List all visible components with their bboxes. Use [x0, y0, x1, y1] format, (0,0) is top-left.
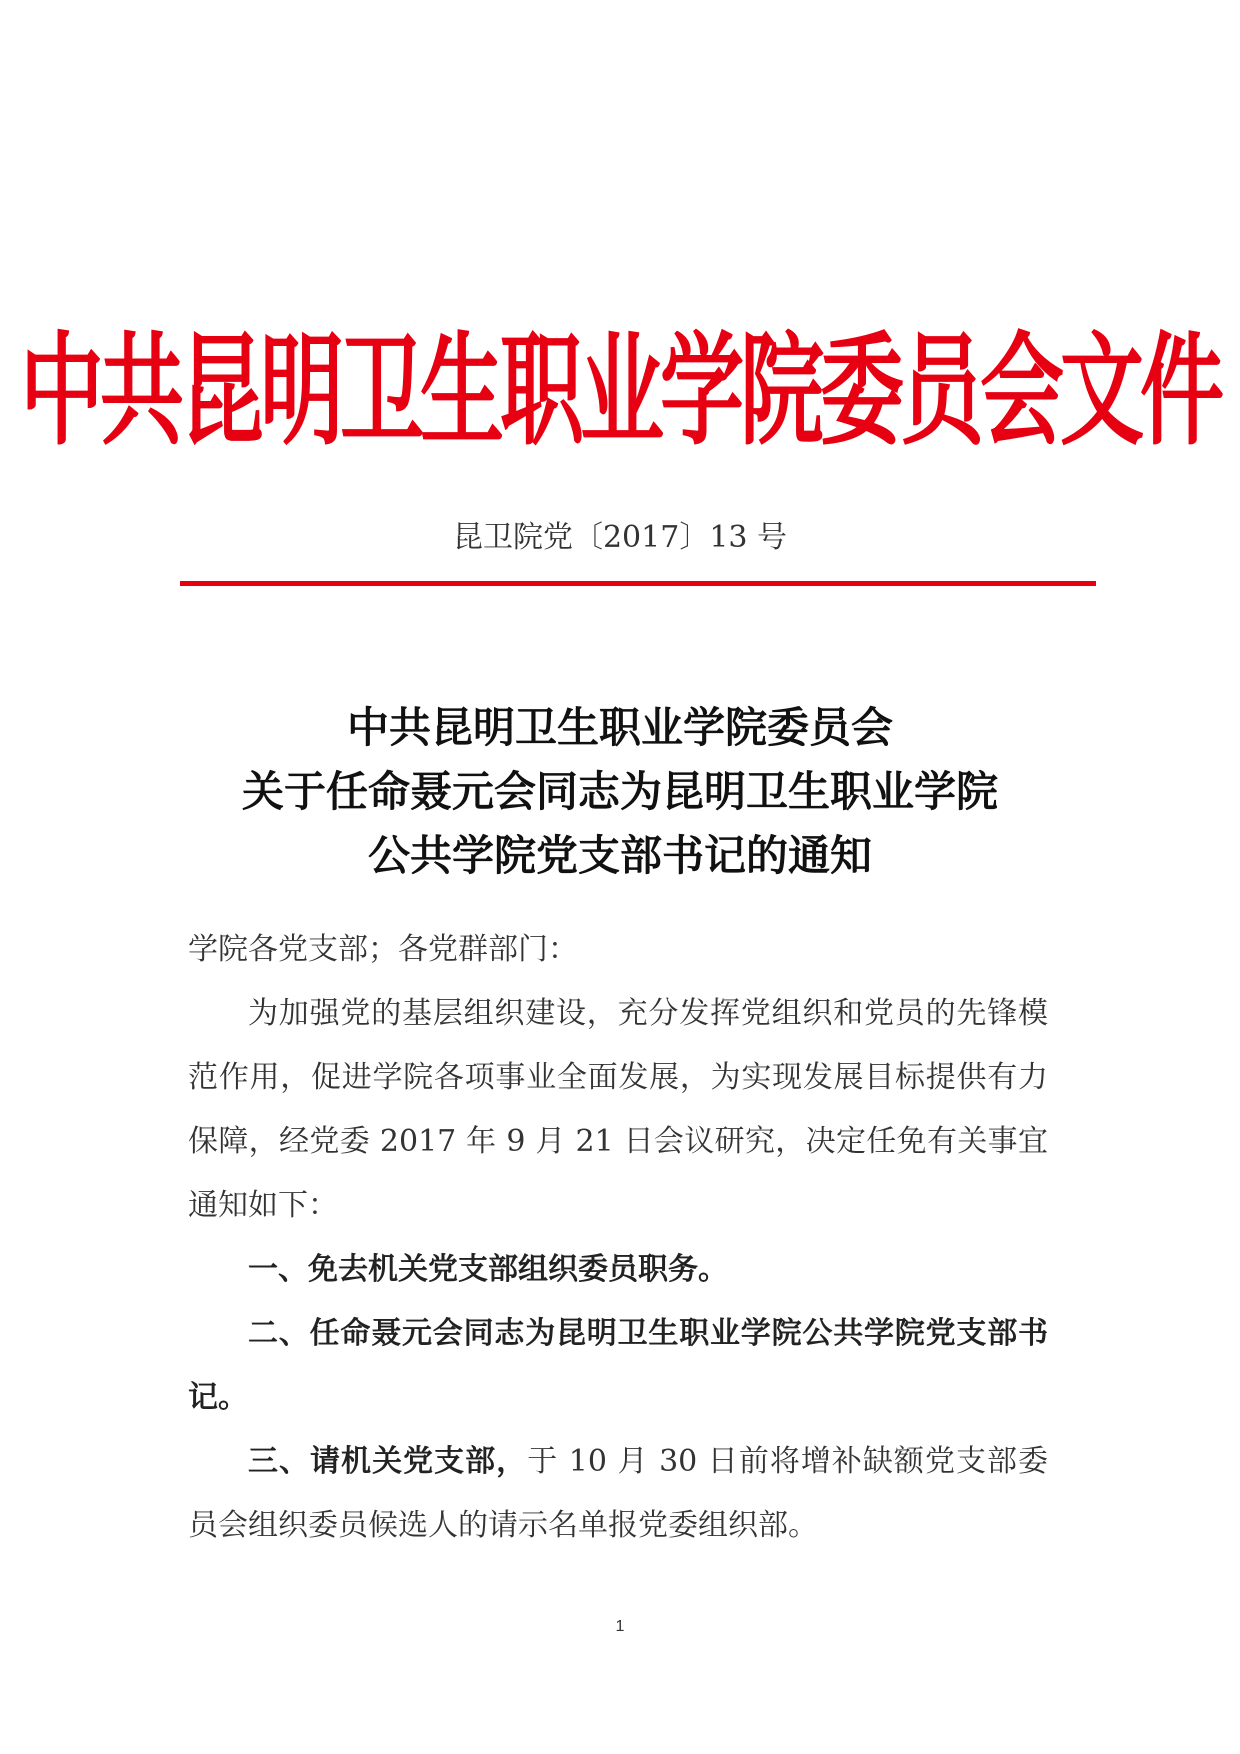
notice-title-line-2: 关于任命聂元会同志为昆明卫生职业学院	[241, 767, 998, 816]
item-3-rest: 于 10 月 30 日前将增补缺额党支部委员会组织委员候选人的请示名单报党委组织部。	[188, 1444, 1048, 1543]
notice-title-line-3: 公共学院党支部书记的通知	[367, 831, 872, 880]
document-number: 昆卫院党〔2017〕13 号	[452, 520, 788, 555]
item-3-lead: 三、请机关党支部，	[248, 1444, 528, 1479]
notice-title-line-1: 中共昆明卫生职业学院委员会	[346, 703, 893, 752]
intro-paragraph: 为加强党的基层组织建设，充分发挥党组织和党员的先锋模范作用，促进学院各项事业全面发展，为实现发展目标提供有力保障，经党委 2017 年 9 月 21 日会议研究，决定任免有关事宜通知如下：	[188, 996, 1048, 1223]
red-divider-line	[180, 581, 1096, 586]
notice-body	[188, 918, 1048, 1558]
item-1: 一、免去机关党支部组织委员职务。	[248, 1252, 728, 1287]
document-masthead: 中共昆明卫生职业学院委员会文件	[19, 319, 1220, 462]
salutation: 学院各党支部；各党群部门：	[188, 932, 578, 967]
notice-title	[0, 696, 1240, 888]
item-2: 二、任命聂元会同志为昆明卫生职业学院公共学院党支部书记。	[188, 1316, 1048, 1415]
item-3	[188, 1430, 1048, 1558]
page-number: 1	[615, 1618, 625, 1635]
